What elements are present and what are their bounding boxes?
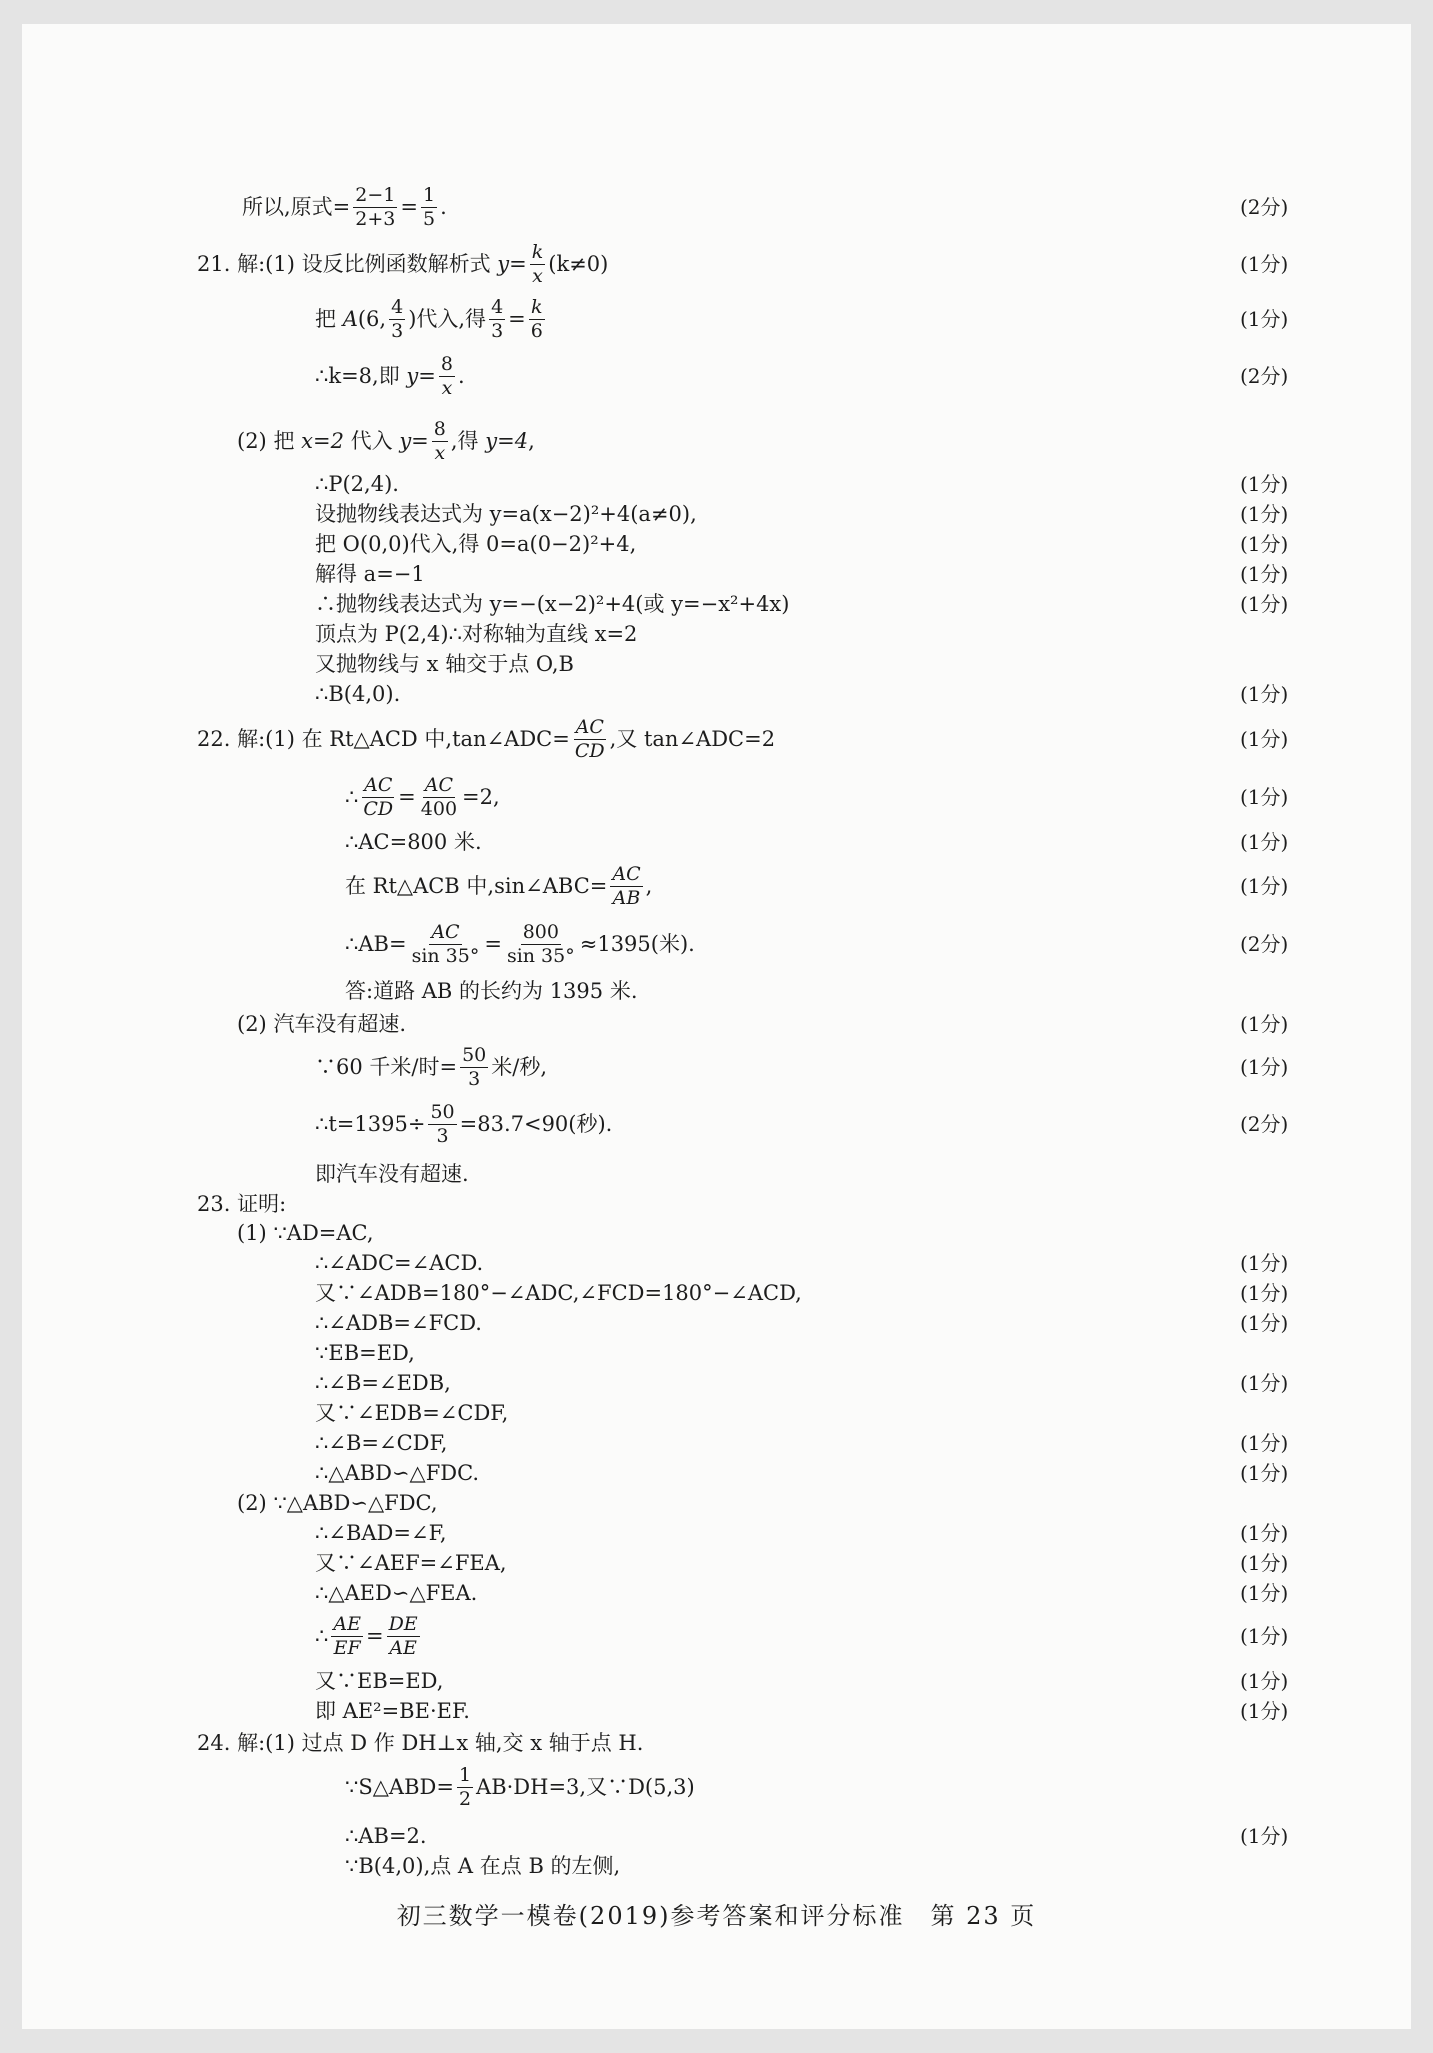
denominator: 3: [491, 319, 504, 342]
fraction: [410, 921, 482, 968]
line-text: ∴AB=2.: [345, 1824, 427, 1848]
line-text: [315, 295, 548, 342]
score-label: (1分): [1240, 472, 1289, 496]
line-text: ∴P(2,4).: [315, 472, 399, 496]
score-label: (1分): [1240, 1581, 1289, 1605]
line-text: ∴AC=800 米.: [345, 830, 482, 854]
text: 所以,原式=: [242, 195, 351, 219]
line-text: [315, 352, 465, 399]
page-footer: 初三数学一模卷(2019)参考答案和评分标准 第 23 页: [396, 1902, 1037, 1930]
score-label: (1分): [1240, 502, 1289, 526]
text: ∴AB=: [345, 932, 407, 956]
q23-line-1: [22, 1218, 1411, 1248]
fraction: [505, 921, 577, 968]
line-text: 设抛物线表达式为 y=a(x−2)²+4(a≠0),: [315, 502, 697, 526]
denominator: CD: [363, 797, 394, 820]
line-text: [345, 773, 500, 820]
line-text: 顶点为 P(2,4)∴对称轴为直线 x=2: [315, 622, 638, 646]
line-text: [315, 1043, 548, 1090]
q22-line-1: [22, 715, 1411, 762]
numerator: 4: [491, 295, 504, 318]
q22-line-5: [22, 920, 1411, 967]
line-text: [237, 1218, 374, 1248]
fraction: [353, 184, 397, 231]
score-label: (1分): [1240, 1669, 1289, 1693]
score-label: (2分): [1240, 195, 1289, 219]
text: 在 Rt△ACD 中,tan∠ADC=: [301, 727, 570, 751]
fraction: [389, 296, 405, 343]
fraction: [573, 716, 607, 763]
numerator: 50: [462, 1043, 487, 1066]
text: ∴k=8,即: [315, 364, 400, 388]
q21-line-2: [22, 295, 1411, 342]
denominator: x: [532, 264, 543, 287]
score-label: (1分): [1240, 1012, 1289, 1036]
numerator: AC: [364, 773, 393, 796]
q21-line-11: [22, 649, 1411, 679]
fraction: [439, 353, 455, 400]
line-text: 即 AE²=BE·EF.: [315, 1699, 470, 1723]
score-label: (1分): [1240, 252, 1289, 276]
fraction: [489, 296, 505, 343]
fraction: [428, 1101, 456, 1148]
text: =2,: [462, 785, 500, 809]
score-label: (1分): [1240, 1055, 1289, 1079]
q22-line-9: [22, 1100, 1411, 1147]
q23-line-13: [22, 1578, 1411, 1608]
q23-line-5: [22, 1338, 1411, 1368]
part-label: (2): [237, 429, 267, 453]
line-text: 又∵EB=ED,: [315, 1669, 444, 1693]
text: y=: [497, 252, 527, 276]
denominator: 2+3: [355, 207, 396, 230]
text: y=: [399, 429, 429, 453]
text: y=4: [485, 429, 529, 453]
line-text: [242, 183, 447, 230]
denominator: sin 35°: [411, 944, 480, 967]
fraction: [460, 1044, 488, 1091]
line-text: ∴∠B=∠EDB,: [315, 1371, 451, 1395]
line-text: ∴B(4,0).: [315, 682, 401, 706]
score-label: (1分): [1240, 592, 1289, 616]
q23-line-14: [22, 1612, 1411, 1659]
numerator: 1: [423, 183, 436, 206]
text: ,: [645, 874, 653, 898]
score-label: (1分): [1240, 1251, 1289, 1275]
line-text: [345, 862, 653, 909]
q22-line-8: [22, 1043, 1411, 1090]
numerator: k: [531, 240, 544, 263]
text: x=2: [301, 429, 344, 453]
score-label: (2分): [1240, 932, 1289, 956]
text: ∵S△ABD=: [345, 1775, 454, 1799]
fraction: [610, 863, 642, 910]
text: 米/秒,: [491, 1055, 548, 1079]
score-label: (1分): [1240, 1521, 1289, 1545]
text: =83.7<90(秒).: [459, 1112, 613, 1136]
question-number: 23. 证明:: [197, 1192, 287, 1216]
q24-line-2: [22, 1763, 1411, 1810]
q23-line-16: [22, 1696, 1411, 1726]
q23-line-9: [22, 1458, 1411, 1488]
fraction: [530, 241, 546, 288]
text: ∵△ABD∽△FDC,: [273, 1491, 438, 1515]
text: A: [342, 307, 358, 331]
numerator: 800: [522, 920, 559, 943]
denominator: CD: [574, 739, 605, 762]
numerator: 8: [440, 352, 453, 375]
score-label: (1分): [1240, 1431, 1289, 1455]
score-label: (1分): [1240, 562, 1289, 586]
q22-line-6: [22, 976, 1411, 1006]
line-text: 把 O(0,0)代入,得 0=a(0−2)²+4,: [315, 532, 637, 556]
score-label: (1分): [1240, 1281, 1289, 1305]
fraction: [331, 1613, 363, 1660]
line-text: ∴∠BAD=∠F,: [315, 1521, 447, 1545]
q23-line-3: [22, 1278, 1411, 1308]
numerator: 4: [391, 295, 404, 318]
score-label: (2分): [1240, 364, 1289, 388]
q23-line-6: [22, 1368, 1411, 1398]
line-text: ∴∠ADB=∠FCD.: [315, 1311, 482, 1335]
fraction: [457, 1764, 473, 1811]
line-text: [345, 920, 695, 967]
numerator: DE: [388, 1612, 418, 1635]
text: ∴: [345, 785, 359, 809]
part-label: (1): [237, 1221, 267, 1245]
line-text: [315, 1100, 613, 1147]
line-text: [237, 1488, 438, 1518]
part-label: (2): [237, 1012, 267, 1036]
line-text: ∴△ABD∽△FDC.: [315, 1461, 480, 1485]
q24-line-3: [22, 1821, 1411, 1851]
text: )代入,得: [408, 307, 487, 331]
fraction: [421, 184, 437, 231]
numerator: AE: [333, 1612, 361, 1635]
numerator: AC: [424, 773, 454, 796]
denominator: 5: [423, 207, 436, 230]
denominator: AB: [612, 886, 641, 909]
text: 把: [315, 307, 336, 331]
q21-line-5: [22, 469, 1411, 499]
numerator: 2−1: [355, 183, 396, 206]
score-label: (1分): [1240, 1461, 1289, 1485]
text: (6,: [357, 307, 387, 331]
q22-line-4: [22, 862, 1411, 909]
text: 把: [273, 429, 295, 453]
answer-sheet-page: [22, 24, 1411, 2029]
line-text: [197, 240, 609, 287]
text: ≈1395(米).: [579, 932, 695, 956]
score-label: (1分): [1240, 1699, 1289, 1723]
text: ∴: [315, 1624, 329, 1648]
line-text: [197, 1728, 643, 1758]
denominator: x: [441, 376, 453, 399]
q21-line-6: [22, 499, 1411, 529]
score-label: (1分): [1240, 785, 1289, 809]
q21-line-10: [22, 619, 1411, 649]
score-label: (1分): [1240, 1624, 1289, 1648]
text: ,又 tan∠ADC=2: [609, 727, 776, 751]
q23-line-12: [22, 1548, 1411, 1578]
score-label: (2分): [1240, 1112, 1289, 1136]
line-text: 又∵∠AEF=∠FEA,: [315, 1551, 507, 1575]
question-number: 22. 解:(1): [197, 727, 295, 751]
text: =: [400, 195, 418, 219]
q21-line-3: [22, 352, 1411, 399]
line-text: [315, 1612, 423, 1659]
fraction: [387, 1613, 420, 1660]
line-text: ∵EB=ED,: [315, 1341, 415, 1365]
denominator: 3: [436, 1124, 449, 1147]
denominator: 400: [420, 797, 458, 820]
line-text: 又∵∠EDB=∠CDF,: [315, 1401, 509, 1425]
fraction: [361, 774, 395, 821]
text: =: [508, 307, 526, 331]
line-text: ∴∠ADC=∠ACD.: [315, 1251, 484, 1275]
text: 代入: [350, 429, 393, 453]
line-text: 又∵∠ADB=180°−∠ADC,∠FCD=180°−∠ACD,: [315, 1281, 802, 1305]
denominator: 2: [458, 1787, 472, 1810]
denominator: EF: [333, 1636, 361, 1659]
text: 在 Rt△ACB 中,sin∠ABC=: [345, 874, 608, 898]
denominator: AE: [389, 1636, 417, 1659]
numerator: AC: [575, 715, 604, 738]
score-label: (1分): [1240, 1311, 1289, 1335]
text: ∵AD=AC,: [273, 1221, 374, 1245]
q23-title: [22, 1189, 1411, 1219]
q22-line-10: [22, 1159, 1411, 1189]
q22-line-3: [22, 827, 1411, 857]
fraction: [432, 418, 448, 465]
denominator: 3: [391, 319, 404, 342]
q23-line-10: [22, 1488, 1411, 1518]
score-label: (1分): [1240, 1371, 1289, 1395]
text: y=: [406, 364, 436, 388]
q23-line-7: [22, 1398, 1411, 1428]
fraction: [529, 296, 545, 343]
text: 设反比例函数解析式: [301, 252, 491, 276]
score-label: (1分): [1240, 682, 1289, 706]
denominator: 6: [530, 319, 543, 342]
q21-line-4: [22, 417, 1411, 464]
q24-line-4: [22, 1851, 1411, 1881]
question-number: 21. 解:(1): [197, 252, 295, 276]
q21-line-8: [22, 559, 1411, 589]
text: 汽车没有超速.: [273, 1012, 407, 1036]
q24-line-1: [22, 1728, 1411, 1758]
text: ,得: [450, 429, 479, 453]
text: ∵60 千米/时=: [315, 1055, 458, 1079]
numerator: 50: [430, 1100, 455, 1123]
line-text: 答:道路 AB 的长约为 1395 米.: [345, 979, 638, 1003]
numerator: k: [531, 295, 543, 318]
q23-line-11: [22, 1518, 1411, 1548]
numerator: AC: [431, 920, 460, 943]
text: .: [440, 195, 447, 219]
line-text: ∴抛物线表达式为 y=−(x−2)²+4(或 y=−x²+4x): [315, 592, 790, 616]
denominator: sin 35°: [506, 944, 575, 967]
text: =: [365, 1624, 384, 1648]
denominator: 3: [468, 1067, 481, 1090]
q23-line-8: [22, 1428, 1411, 1458]
text: ,: [528, 429, 535, 453]
text: .: [457, 364, 465, 388]
score-label: (1分): [1240, 532, 1289, 556]
line-text: 又抛物线与 x 轴交于点 O,B: [315, 652, 574, 676]
text: (k≠0): [548, 252, 609, 276]
denominator: x: [434, 441, 446, 464]
q21-line-12: [22, 679, 1411, 709]
q23-line-4: [22, 1308, 1411, 1338]
q21-line-1: [22, 240, 1411, 287]
line-text: [345, 1763, 695, 1810]
q21-line-7: [22, 529, 1411, 559]
line-text: [197, 715, 776, 762]
line-text: ∴△AED∽△FEA.: [315, 1581, 478, 1605]
q22-line-7: [22, 1009, 1411, 1039]
line-text: ∵B(4,0),点 A 在点 B 的左侧,: [345, 1854, 621, 1878]
line-text: 即汽车没有超速.: [315, 1162, 469, 1186]
q21-line-9: [22, 589, 1411, 619]
q23-line-2: [22, 1248, 1411, 1278]
numerator: 8: [433, 417, 446, 440]
question-number: 24. 解:(1): [197, 1731, 295, 1755]
text: 过点 D 作 DH⊥x 轴,交 x 轴于点 H.: [301, 1731, 644, 1755]
q23-line-15: [22, 1666, 1411, 1696]
part-label: (2): [237, 1491, 267, 1515]
score-label: (1分): [1240, 727, 1289, 751]
line-text: [237, 1009, 406, 1039]
score-label: (1分): [1240, 1824, 1289, 1848]
text: ∴t=1395÷: [315, 1112, 426, 1136]
line-text: [237, 417, 535, 464]
score-label: (1分): [1240, 1551, 1289, 1575]
score-label: (1分): [1240, 874, 1289, 898]
text: =: [484, 932, 502, 956]
line-text: 解得 a=−1: [315, 562, 425, 586]
numerator: 1: [458, 1763, 472, 1786]
line-top: [22, 183, 1411, 230]
q22-line-2: [22, 773, 1411, 820]
text: =: [398, 785, 416, 809]
numerator: AC: [612, 862, 641, 885]
score-label: (1分): [1240, 307, 1289, 331]
score-label: (1分): [1240, 830, 1289, 854]
line-text: ∴∠B=∠CDF,: [315, 1431, 448, 1455]
text: AB·DH=3,又∵D(5,3): [476, 1775, 695, 1799]
fraction: [419, 774, 459, 821]
